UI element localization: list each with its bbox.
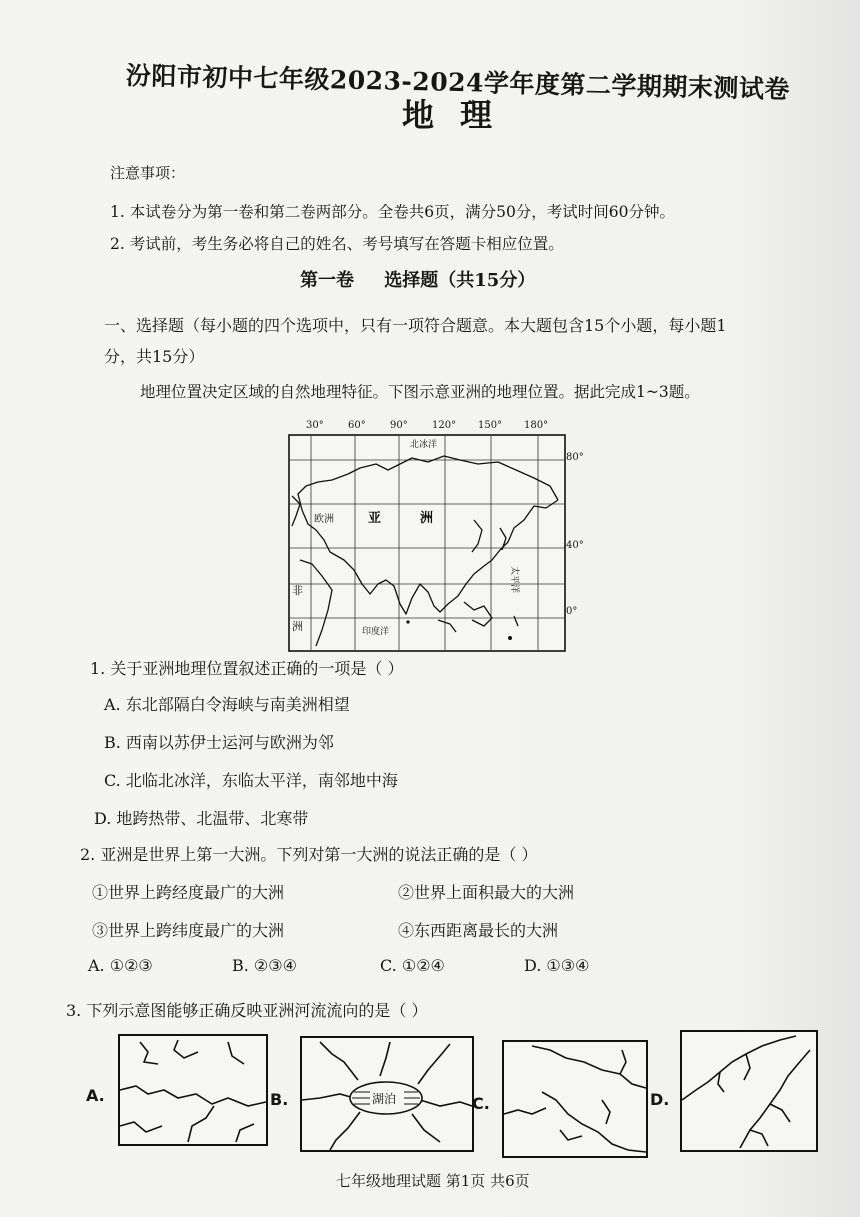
question-2-option-d: D. ①③④ bbox=[524, 956, 590, 975]
diagram-label-d: D. bbox=[650, 1090, 670, 1109]
question-2-option-c: C. ①②④ bbox=[380, 956, 445, 975]
river-diagram-a bbox=[118, 1034, 268, 1146]
question-1-option-b: B. 西南以苏伊士运河与欧洲为邻 bbox=[104, 733, 334, 752]
label-africa-2: 洲 bbox=[292, 620, 303, 633]
lon-label-90: 90° bbox=[390, 420, 408, 431]
question-1-stem: 1. 关于亚洲地理位置叙述正确的一项是（ ） bbox=[90, 659, 404, 678]
exam-title: 汾阳市初中七年级2023-2024学年度第二学期期末测试卷 bbox=[125, 61, 791, 104]
question-3-stem: 3. 下列示意图能够正确反映亚洲河流流向的是（ ） bbox=[66, 1001, 428, 1020]
lon-label-150: 150° bbox=[478, 420, 503, 431]
diagram-label-b: B. bbox=[270, 1090, 289, 1109]
question-2-option-b: B. ②③④ bbox=[232, 956, 297, 975]
river-diagram-d bbox=[680, 1030, 818, 1152]
label-asia-2: 洲 bbox=[420, 511, 434, 526]
lake-label: 湖泊 bbox=[372, 1092, 397, 1106]
question-2-option-a: A. ①②③ bbox=[88, 956, 153, 975]
diagram-label-a: A. bbox=[86, 1086, 105, 1105]
river-diagram-c bbox=[502, 1040, 648, 1158]
lon-label-60: 60° bbox=[348, 420, 366, 431]
subject-title: 地理 bbox=[402, 96, 519, 134]
question-2-stem: 2. 亚洲是世界上第一大洲。下列对第一大洲的说法正确的是（ ） bbox=[80, 845, 538, 864]
label-africa-1: 非 bbox=[292, 584, 303, 597]
notes-heading: 注意事项： bbox=[110, 164, 186, 182]
page-footer: 七年级地理试题 第1页 共6页 bbox=[336, 1172, 530, 1190]
label-asia-1: 亚 bbox=[368, 511, 382, 526]
context-text: 地理位置决定区域的自然地理特征。下图示意亚洲的地理位置。据此完成1~3题。 bbox=[140, 383, 700, 401]
note-item-2: 2. 考试前，考生务必将自己的姓名、考号填写在答题卡相应位置。 bbox=[110, 235, 564, 253]
question-2-statement-2: ②世界上面积最大的大洲 bbox=[398, 883, 575, 902]
river-diagram-b bbox=[300, 1036, 474, 1152]
question-1-option-a: A. 东北部隔白令海峡与南美洲相望 bbox=[104, 695, 350, 714]
question-2-statement-3: ③世界上跨纬度最广的大洲 bbox=[92, 921, 285, 940]
label-arctic: 北冰洋 bbox=[410, 440, 438, 450]
question-1-option-d: D. 地跨热带、北温带、北寒带 bbox=[94, 809, 309, 828]
question-2-statement-1: ①世界上跨经度最广的大洲 bbox=[92, 883, 285, 902]
lon-label-120: 120° bbox=[432, 420, 457, 431]
label-indian-ocean: 印度洋 bbox=[362, 627, 390, 637]
question-2-statement-4: ④东西距离最长的大洲 bbox=[398, 921, 559, 940]
section-heading: 第一卷 选择题（共15分） bbox=[300, 270, 536, 291]
diagram-label-c: C. bbox=[472, 1094, 490, 1113]
section-instruction-line1: 一、选择题（每小题的四个选项中，只有一项符合题意。本大题包含15个小题，每小题1 bbox=[104, 316, 727, 335]
asia-map bbox=[288, 434, 570, 654]
note-item-1: 1. 本试卷分为第一卷和第二卷两部分。全卷共6页，满分50分，考试时间60分钟。 bbox=[110, 203, 676, 221]
question-1-option-c: C. 北临北冰洋，东临太平洋，南邻地中海 bbox=[104, 771, 398, 790]
lon-label-180: 180° bbox=[524, 420, 549, 431]
lat-label-80: 80° bbox=[566, 452, 584, 463]
lon-label-30: 30° bbox=[306, 420, 324, 431]
label-pacific: 太平洋 bbox=[509, 566, 519, 594]
label-europe: 欧洲 bbox=[314, 514, 334, 525]
section-instruction-line2: 分，共15分） bbox=[104, 347, 205, 366]
lat-label-40: 40° bbox=[566, 540, 584, 551]
lat-label-0: 0° bbox=[566, 606, 578, 617]
